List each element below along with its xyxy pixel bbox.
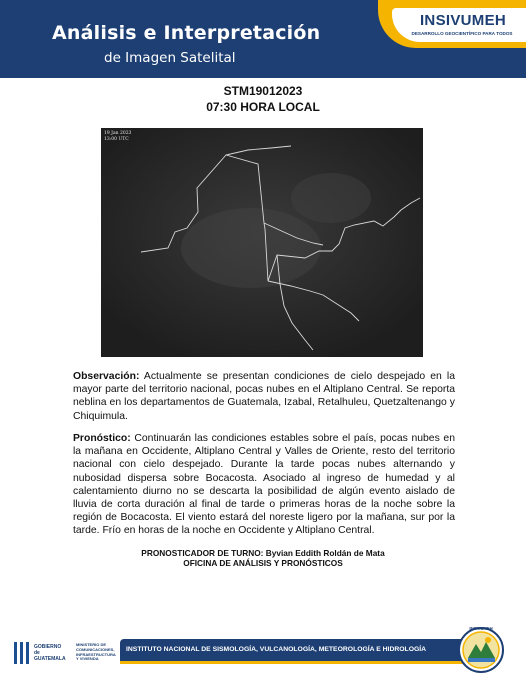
brand-tagline: DESARROLLO GEOCIENTÍFICO PARA TODOS xyxy=(411,31,513,36)
satellite-image xyxy=(101,128,423,357)
forecast-text: Continuarán las condiciones estables sobre el país, pocas nubes en la mañana en Occidente, Altiplano Central y Valles de Oriente, resto del territorio nacional con cielo despejado. Durante la tarde pocas nubes alternando y nubosidad dispersa sobre Bocacosta. Asociado al ingreso de humedad y al calentamiento diurno no se descarta la posibilidad de algún evento aislado de lluvia de corta duración al final de tarde o primeras horas de la noche sobre la región de Bocacosta. El viento estará del noreste ligero por la mañana, sur por la tarde. Frío en horas de la noche en Occidente y Altiplano Central. xyxy=(73,433,455,537)
guatemala-flag-icon xyxy=(14,642,30,664)
observation-text: Actualmente se presentan condiciones de cielo despejado en la mayor parte del territorio nacional, pocas nubes en el Altiplano Central. Se reporta neblina en los departamentos de Guatemala, Izabal, Retalhuleu, Quetzaltenango y Chiquimula. xyxy=(73,371,455,422)
office-name: OFICINA DE ANÁLISIS Y PRONÓSTICOS xyxy=(183,558,343,568)
ministry-name: MINISTERIO DE COMUNICACIONES, INFRAESTRUCTURA Y VIVIENDA xyxy=(76,642,116,662)
seal-label: INSIVUMEH xyxy=(469,626,493,631)
observation-paragraph xyxy=(73,370,455,423)
satellite-timestamp xyxy=(104,131,131,143)
forecast-label: Pronóstico: xyxy=(73,433,131,444)
land-haze-east xyxy=(291,173,371,223)
land-haze xyxy=(181,208,321,288)
forecast-paragraph xyxy=(73,432,455,538)
page-subtitle: de Imagen Satelital xyxy=(104,50,236,66)
satellite-date: 19 Jan 2023 xyxy=(104,131,132,136)
document-code: STM19012023 xyxy=(223,84,303,98)
page-title: Análisis e Interpretación xyxy=(52,22,321,44)
institute-name: INSTITUTO NACIONAL DE SISMOLOGÍA, VULCANOLOGÍA, METEOROLOGÍA E HIDROLOGÍA xyxy=(126,646,427,653)
brand-logo-text: INSIVUMEH xyxy=(419,12,507,29)
government-name: GOBIERNO de GUATEMALA xyxy=(34,644,66,662)
observation-label: Observación: xyxy=(73,371,140,382)
forecaster-on-duty: PRONOSTICADOR DE TURNO: Byvian Eddith Roldán de Mata xyxy=(141,548,385,558)
satellite-map-svg xyxy=(101,128,423,357)
document-time: 07:30 HORA LOCAL xyxy=(206,100,320,114)
footer-gold-stripe xyxy=(120,661,470,664)
satellite-utc: 13:00 UTC xyxy=(104,137,129,142)
